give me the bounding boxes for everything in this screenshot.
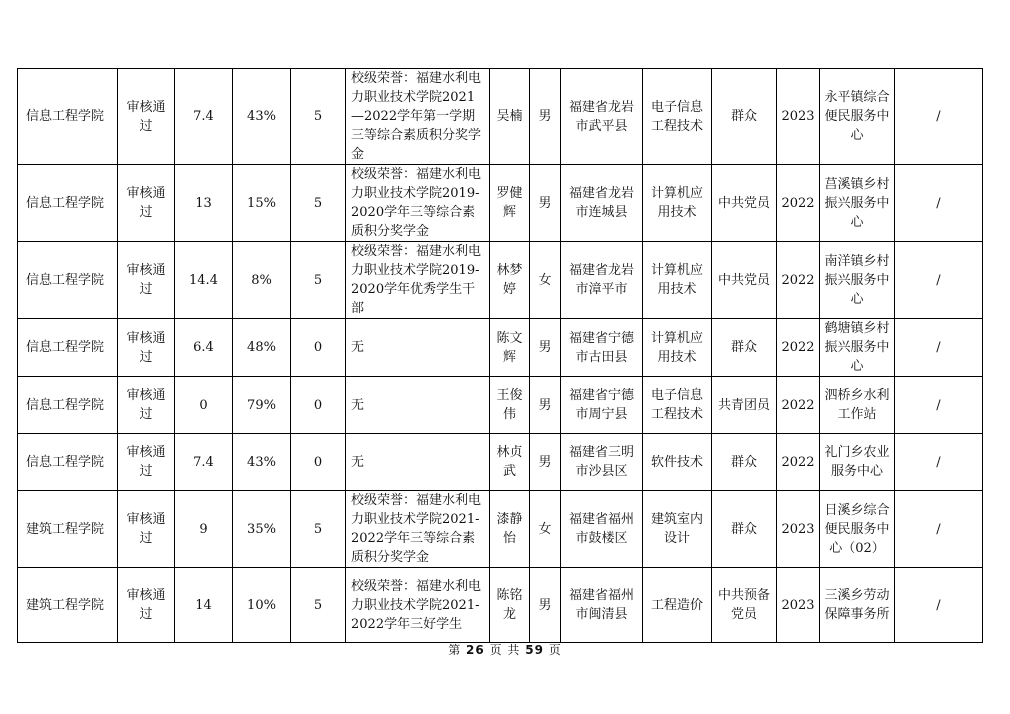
major-cell: 电子信息工程技术 [643, 377, 712, 434]
school-cell: 信息工程学院 [18, 319, 118, 377]
position-cell: 南洋镇乡村振兴服务中心 [820, 242, 895, 319]
score-cell: 9 [175, 491, 233, 568]
count-cell: 0 [291, 319, 346, 377]
percent-cell: 43% [233, 69, 291, 165]
status-cell: 审核通过 [118, 491, 175, 568]
gender-cell: 女 [530, 491, 561, 568]
origin-cell: 福建省三明市沙县区 [561, 434, 643, 491]
name-cell: 吴楠 [490, 69, 530, 165]
table-row [18, 242, 983, 319]
count-cell: 5 [291, 242, 346, 319]
score-cell: 7.4 [175, 69, 233, 165]
table-row [18, 434, 983, 491]
year-cell: 2022 [777, 319, 820, 377]
percent-cell: 8% [233, 242, 291, 319]
origin-cell: 福建省福州市鼓楼区 [561, 491, 643, 568]
remark-cell: / [895, 434, 983, 491]
honor-cell: 校级荣誉：福建水利电力职业技术学院2021-2022学年三好学生 [346, 568, 490, 643]
score-cell: 6.4 [175, 319, 233, 377]
school-cell: 信息工程学院 [18, 434, 118, 491]
percent-cell: 15% [233, 165, 291, 242]
political-status-cell: 群众 [712, 434, 777, 491]
remark-cell: / [895, 568, 983, 643]
footer-middle: 页 共 [489, 643, 521, 657]
honor-cell: 无 [346, 377, 490, 434]
political-status-cell: 中共党员 [712, 165, 777, 242]
origin-cell: 福建省宁德市周宁县 [561, 377, 643, 434]
count-cell: 5 [291, 491, 346, 568]
major-cell: 计算机应用技术 [643, 242, 712, 319]
name-cell: 漆静怡 [490, 491, 530, 568]
table-row [18, 568, 983, 643]
major-cell: 工程造价 [643, 568, 712, 643]
school-cell: 信息工程学院 [18, 69, 118, 165]
table-row [18, 377, 983, 434]
score-cell: 7.4 [175, 434, 233, 491]
year-cell: 2022 [777, 242, 820, 319]
percent-cell: 35% [233, 491, 291, 568]
remark-cell: / [895, 69, 983, 165]
honor-cell: 无 [346, 434, 490, 491]
year-cell: 2022 [777, 434, 820, 491]
count-cell: 0 [291, 377, 346, 434]
remark-cell: / [895, 491, 983, 568]
year-cell: 2023 [777, 568, 820, 643]
honor-cell: 校级荣誉：福建水利电力职业技术学院2019-2020学年优秀学生干部 [346, 242, 490, 319]
gender-cell: 女 [530, 242, 561, 319]
major-cell: 电子信息工程技术 [643, 69, 712, 165]
origin-cell: 福建省龙岩市连城县 [561, 165, 643, 242]
gender-cell: 男 [530, 377, 561, 434]
origin-cell: 福建省龙岩市武平县 [561, 69, 643, 165]
political-status-cell: 群众 [712, 491, 777, 568]
name-cell: 王俊伟 [490, 377, 530, 434]
percent-cell: 10% [233, 568, 291, 643]
school-cell: 信息工程学院 [18, 165, 118, 242]
total-page-count: 59 [525, 643, 544, 657]
percent-cell: 48% [233, 319, 291, 377]
position-cell: 莒溪镇乡村振兴服务中心 [820, 165, 895, 242]
status-cell: 审核通过 [118, 242, 175, 319]
political-status-cell: 中共预备党员 [712, 568, 777, 643]
gender-cell: 男 [530, 568, 561, 643]
major-cell: 计算机应用技术 [643, 165, 712, 242]
score-cell: 14.4 [175, 242, 233, 319]
position-cell: 鹤塘镇乡村振兴服务中心 [820, 319, 895, 377]
count-cell: 0 [291, 434, 346, 491]
name-cell: 林梦婷 [490, 242, 530, 319]
count-cell: 5 [291, 568, 346, 643]
remark-cell: / [895, 377, 983, 434]
status-cell: 审核通过 [118, 319, 175, 377]
remark-cell: / [895, 165, 983, 242]
major-cell: 建筑室内设计 [643, 491, 712, 568]
gender-cell: 男 [530, 165, 561, 242]
honor-cell: 无 [346, 319, 490, 377]
political-status-cell: 中共党员 [712, 242, 777, 319]
score-cell: 13 [175, 165, 233, 242]
data-table [17, 68, 983, 643]
gender-cell: 男 [530, 434, 561, 491]
school-cell: 建筑工程学院 [18, 491, 118, 568]
count-cell: 5 [291, 165, 346, 242]
origin-cell: 福建省宁德市古田县 [561, 319, 643, 377]
year-cell: 2023 [777, 491, 820, 568]
political-status-cell: 群众 [712, 69, 777, 165]
gender-cell: 男 [530, 69, 561, 165]
name-cell: 罗健辉 [490, 165, 530, 242]
position-cell: 三溪乡劳动保障事务所 [820, 568, 895, 643]
status-cell: 审核通过 [118, 434, 175, 491]
school-cell: 信息工程学院 [18, 242, 118, 319]
honor-cell: 校级荣誉：福建水利电力职业技术学院2019-2020学年三等综合素质积分奖学金 [346, 165, 490, 242]
origin-cell: 福建省龙岩市漳平市 [561, 242, 643, 319]
school-cell: 信息工程学院 [18, 377, 118, 434]
remark-cell: / [895, 319, 983, 377]
page-footer [0, 641, 1010, 658]
name-cell: 陈铭龙 [490, 568, 530, 643]
count-cell: 5 [291, 69, 346, 165]
position-cell: 泗桥乡水利工作站 [820, 377, 895, 434]
major-cell: 计算机应用技术 [643, 319, 712, 377]
political-status-cell: 共青团员 [712, 377, 777, 434]
remark-cell: / [895, 242, 983, 319]
name-cell: 陈文辉 [490, 319, 530, 377]
honor-cell: 校级荣誉：福建水利电力职业技术学院2021-2022学年三等综合素质积分奖学金 [346, 491, 490, 568]
table-row [18, 69, 983, 165]
footer-suffix: 页 [548, 643, 562, 657]
percent-cell: 79% [233, 377, 291, 434]
table-row [18, 491, 983, 568]
name-cell: 林贞武 [490, 434, 530, 491]
position-cell: 礼门乡农业服务中心 [820, 434, 895, 491]
origin-cell: 福建省福州市闽清县 [561, 568, 643, 643]
position-cell: 永平镇综合便民服务中心 [820, 69, 895, 165]
score-cell: 0 [175, 377, 233, 434]
table-row [18, 319, 983, 377]
status-cell: 审核通过 [118, 568, 175, 643]
political-status-cell: 群众 [712, 319, 777, 377]
gender-cell: 男 [530, 319, 561, 377]
percent-cell: 43% [233, 434, 291, 491]
status-cell: 审核通过 [118, 165, 175, 242]
footer-prefix: 第 [448, 643, 462, 657]
status-cell: 审核通过 [118, 377, 175, 434]
current-page-number: 26 [466, 643, 485, 657]
year-cell: 2023 [777, 69, 820, 165]
score-cell: 14 [175, 568, 233, 643]
position-cell: 日溪乡综合便民服务中心（02） [820, 491, 895, 568]
honor-cell: 校级荣誉：福建水利电力职业技术学院2021—2022学年第一学期三等综合素质积分奖学金 [346, 69, 490, 165]
status-cell: 审核通过 [118, 69, 175, 165]
year-cell: 2022 [777, 165, 820, 242]
year-cell: 2022 [777, 377, 820, 434]
major-cell: 软件技术 [643, 434, 712, 491]
school-cell: 建筑工程学院 [18, 568, 118, 643]
table-row [18, 165, 983, 242]
